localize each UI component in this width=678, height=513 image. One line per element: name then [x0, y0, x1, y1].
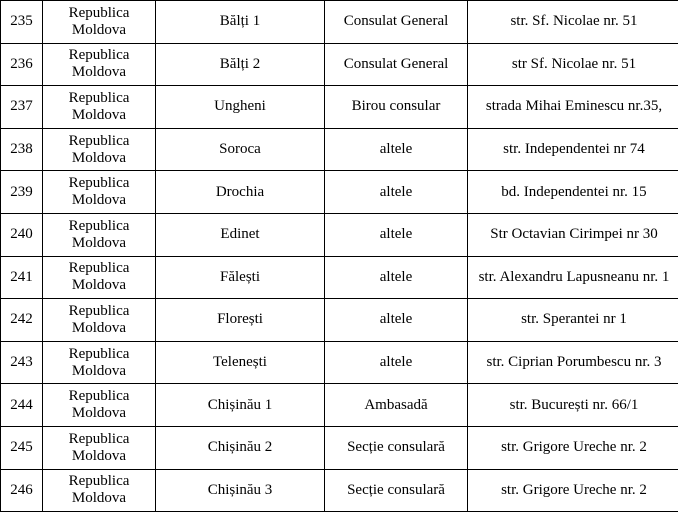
country-cell	[43, 171, 156, 214]
address-cell: str. București nr. 66/1	[468, 384, 678, 427]
table-row	[1, 213, 678, 256]
office-type-cell: Ambasadă	[325, 384, 468, 427]
address-cell: strada Mihai Eminescu nr.35,	[468, 86, 678, 129]
address-cell: bd. Independentei nr. 15	[468, 171, 678, 214]
city-cell: Fălești	[156, 256, 325, 299]
country-line-2: Moldova	[71, 490, 127, 507]
office-type-cell: altele	[325, 213, 468, 256]
table-row	[1, 341, 678, 384]
country-line-2: Moldova	[71, 405, 127, 422]
country-line-2: Moldova	[71, 106, 127, 123]
address-cell: str. Grigore Ureche nr. 2	[468, 469, 678, 512]
country-line-1: Republica	[68, 260, 130, 277]
address-cell: str. Sperantei nr 1	[468, 299, 678, 342]
address-cell: str. Grigore Ureche nr. 2	[468, 426, 678, 469]
country-line-1: Republica	[68, 430, 130, 447]
country-line-2: Moldova	[71, 21, 127, 38]
country-line-1: Republica	[68, 302, 130, 319]
country-line-2: Moldova	[71, 319, 127, 336]
city-cell: Chișinău 2	[156, 426, 325, 469]
country-cell	[43, 1, 156, 44]
table-row	[1, 426, 678, 469]
city-cell: Drochia	[156, 171, 325, 214]
country-line-1: Republica	[68, 4, 130, 21]
address-cell: str. Sf. Nicolae nr. 51	[468, 1, 678, 44]
city-cell: Telenești	[156, 341, 325, 384]
office-type-cell: altele	[325, 299, 468, 342]
row-number: 240	[1, 213, 43, 256]
country-line-1: Republica	[68, 217, 130, 234]
country-line-2: Moldova	[71, 64, 127, 81]
city-cell: Soroca	[156, 128, 325, 171]
city-cell: Ungheni	[156, 86, 325, 129]
country-line-2: Moldova	[71, 234, 127, 251]
city-cell: Bălți 1	[156, 1, 325, 44]
country-cell	[43, 341, 156, 384]
row-number: 235	[1, 1, 43, 44]
city-cell: Edinet	[156, 213, 325, 256]
table-row	[1, 384, 678, 427]
country-line-1: Republica	[68, 132, 130, 149]
country-line-1: Republica	[68, 473, 130, 490]
office-type-cell: altele	[325, 341, 468, 384]
country-cell	[43, 213, 156, 256]
address-cell: str. Independentei nr 74	[468, 128, 678, 171]
row-number: 243	[1, 341, 43, 384]
address-cell: str Sf. Nicolae nr. 51	[468, 43, 678, 86]
country-cell	[43, 43, 156, 86]
city-cell: Chișinău 3	[156, 469, 325, 512]
row-number: 239	[1, 171, 43, 214]
city-cell: Florești	[156, 299, 325, 342]
row-number: 246	[1, 469, 43, 512]
office-type-cell: altele	[325, 171, 468, 214]
office-type-cell: Secție consulară	[325, 426, 468, 469]
country-line-1: Republica	[68, 345, 130, 362]
country-line-2: Moldova	[71, 277, 127, 294]
country-line-1: Republica	[68, 388, 130, 405]
row-number: 244	[1, 384, 43, 427]
office-type-cell: altele	[325, 256, 468, 299]
office-type-cell: altele	[325, 128, 468, 171]
row-number: 241	[1, 256, 43, 299]
row-number: 238	[1, 128, 43, 171]
country-line-1: Republica	[68, 175, 130, 192]
row-number: 242	[1, 299, 43, 342]
table-row	[1, 299, 678, 342]
office-type-cell: Consulat General	[325, 43, 468, 86]
address-cell: str. Ciprian Porumbescu nr. 3	[468, 341, 678, 384]
table-row	[1, 469, 678, 512]
table-body	[1, 1, 678, 512]
office-type-cell: Secție consulară	[325, 469, 468, 512]
country-cell	[43, 128, 156, 171]
row-number: 237	[1, 86, 43, 129]
country-line-2: Moldova	[71, 192, 127, 209]
row-number: 245	[1, 426, 43, 469]
country-line-2: Moldova	[71, 447, 127, 464]
country-cell	[43, 86, 156, 129]
city-cell: Bălți 2	[156, 43, 325, 86]
address-cell: Str Octavian Cirimpei nr 30	[468, 213, 678, 256]
table-row	[1, 256, 678, 299]
table-row	[1, 171, 678, 214]
table-row	[1, 1, 678, 44]
row-number: 236	[1, 43, 43, 86]
office-type-cell: Birou consular	[325, 86, 468, 129]
office-type-cell: Consulat General	[325, 1, 468, 44]
country-cell	[43, 426, 156, 469]
city-cell: Chișinău 1	[156, 384, 325, 427]
table-row	[1, 128, 678, 171]
country-line-1: Republica	[68, 47, 130, 64]
country-cell	[43, 384, 156, 427]
table-row	[1, 43, 678, 86]
country-line-1: Republica	[68, 89, 130, 106]
address-cell: str. Alexandru Lapusneanu nr. 1	[468, 256, 678, 299]
country-cell	[43, 469, 156, 512]
country-line-2: Moldova	[71, 362, 127, 379]
country-cell	[43, 256, 156, 299]
table-row	[1, 86, 678, 129]
country-line-2: Moldova	[71, 149, 127, 166]
country-cell	[43, 299, 156, 342]
